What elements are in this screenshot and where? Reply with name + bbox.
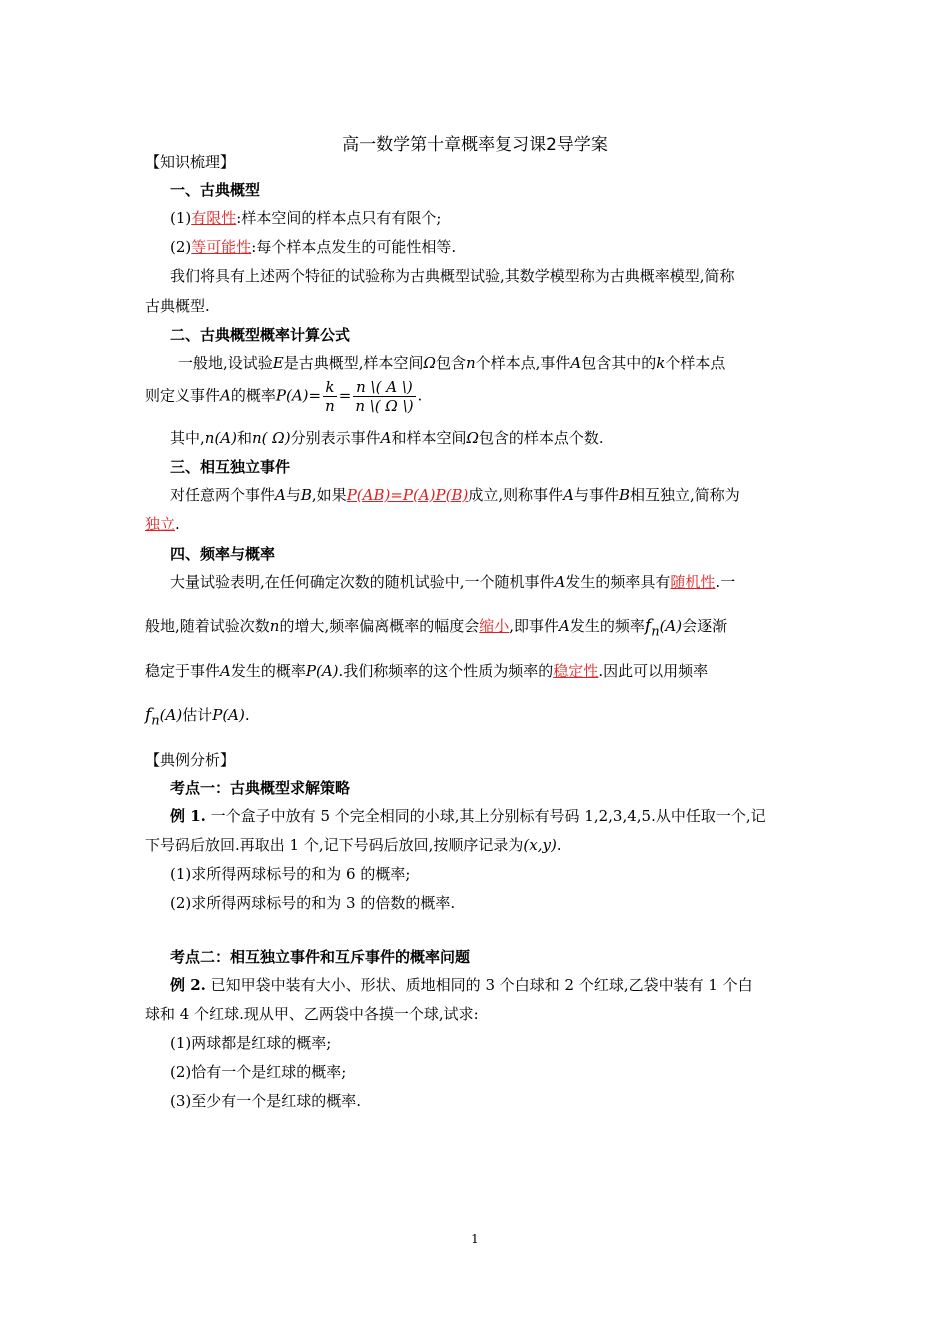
keyword-independence-formula: P(AB)=P(A)P(B) [346,486,469,504]
fraction-nA-over-nOmega: $\frac{n \backslash( A \backslash)}{n \backslash( \Omega \backslash)}$ [355,378,414,415]
example-1-question-2: (2)求所得两球标号的和为 3 的倍数的概率. [170,894,456,912]
heading-independent-events: 三、相互独立事件 [170,458,291,476]
paragraph-notation: 其中,n(A)和n( Ω)分别表示事件A和样本空间Ω包含的样本点个数. [170,429,604,447]
paragraph-frequency-line3: 稳定于事件A发生的概率P(A).我们称频率的这个性质为频率的稳定性.因此可以用频率 [145,662,709,680]
keyword-stability: 稳定性 [553,662,599,680]
keyword-randomness: 随机性 [670,573,716,591]
paragraph-frequency-line2: 般地,随着试验次数n的增大,频率偏离概率的幅度会缩小,即事件A发生的频率$f_n(A)$会逐渐 [145,616,728,640]
example-1-question-1: (1)求所得两球标号的和为 6 的概率; [170,865,411,883]
paragraph-independence-line1: 对任意两个事件A与B,如果P(AB)=P(A)P(B)成立,则称事件A与事件B相互独立,简称为 [170,486,740,504]
paragraph-frequency-line4: $f_n(A)$估计P(A). [145,705,250,729]
paragraph-formula-line1: 一般地,设试验E是古典概型,样本空间Ω包含n个样本点,事件A包含其中的k个样本点 [178,354,726,372]
frequency-symbol: $f_n$ [644,616,660,640]
page-number: 1 [471,1232,479,1246]
keyword-shrink: 缩小 [479,617,510,635]
example-2-line1: 例 2. 已知甲袋中装有大小、形状、质地相同的 3 个白球和 2 个红球,乙袋中装有 1 个白 [170,976,753,994]
heading-classical-model: 一、古典概型 [170,181,261,199]
frequency-symbol: $f_n$ [145,705,160,729]
keyword-independent: 独立 [145,515,176,533]
paragraph-frequency-line1: 大量试验表明,在任何确定次数的随机试验中,一个随机事件A发生的频率具有随机性.一 [170,573,736,591]
keyword-equal-likelihood: 等可能性 [191,238,252,256]
example-2-question-1: (1)两球都是红球的概率; [170,1034,332,1052]
heading-topic-2: 考点二：相互独立事件和互斥事件的概率问题 [170,948,471,966]
example-2-question-3: (3)至少有一个是红球的概率. [170,1092,362,1110]
heading-topic-1: 考点一：古典概型求解策略 [170,779,351,797]
example-2-question-2: (2)恰有一个是红球的概率; [170,1063,347,1081]
paragraph-finiteness: (1)有限性:样本空间的样本点只有有限个; [170,209,442,227]
keyword-finiteness: 有限性 [191,209,237,227]
section-label-examples: 【典例分析】 [145,751,236,769]
example-2-line2: 球和 4 个红球.现从甲、乙两袋中各摸一个球,试求: [145,1005,479,1023]
heading-formula: 二、古典概型概率计算公式 [170,326,351,344]
paragraph-independence-line2: 独立. [145,515,180,533]
paragraph-definition-line2: 古典概型. [145,297,210,315]
section-label-knowledge: 【知识梳理】 [145,153,236,171]
paragraph-formula-line2: 则定义事件A的概率P(A)= $\frac{k}{n}$ = $\frac{n \backslash( A \backslash)}{n \backslash( \Omega \backslash)}$ . [145,378,423,415]
heading-frequency-probability: 四、频率与概率 [170,545,276,563]
example-1-line2: 下号码后放回.再取出 1 个,记下号码后放回,按顺序记录为(x,y). [145,836,562,854]
paragraph-equal-likelihood: (2)等可能性:每个样本点发生的可能性相等. [170,238,457,256]
example-1-line1: 例 1. 一个盒子中放有 5 个完全相同的小球,其上分别标有号码 1,2,3,4,5.从中任取一个,记 [170,807,766,825]
paragraph-definition-line1: 我们将具有上述两个特征的试验称为古典概型试验,其数学模型称为古典概率模型,简称 [170,267,735,285]
fraction-k-over-n: $\frac{k}{n}$ [325,378,335,415]
page-title: 高一数学第十章概率复习课2导学案 [342,135,608,155]
